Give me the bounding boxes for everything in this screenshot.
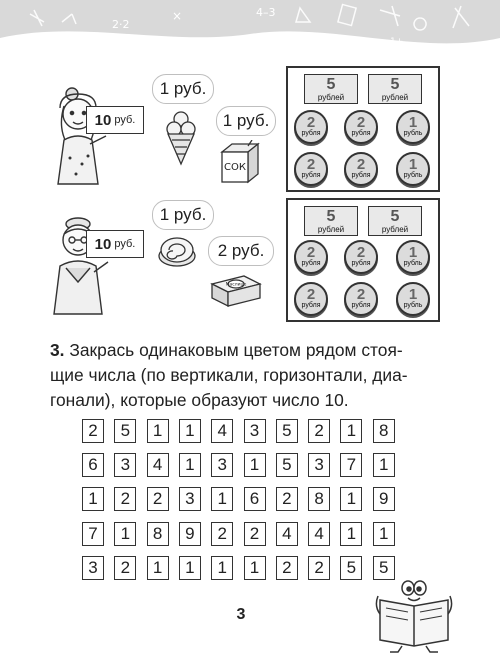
- grid-cell[interactable]: 4: [276, 522, 298, 546]
- grid-cell[interactable]: 2: [244, 522, 266, 546]
- grid-cell[interactable]: 1: [340, 419, 362, 443]
- one-ruble-coin: 1 рубль: [396, 152, 430, 186]
- grid-cell[interactable]: 1: [179, 453, 201, 477]
- header-wave-decoration: [0, 0, 500, 60]
- grid-cell[interactable]: 2: [147, 487, 169, 511]
- grid-cell[interactable]: 5: [276, 419, 298, 443]
- grandmother-illustration: [50, 210, 146, 330]
- grid-cell[interactable]: 3: [82, 556, 104, 580]
- grid-cell[interactable]: 6: [82, 453, 104, 477]
- grid-cell[interactable]: 1: [82, 487, 104, 511]
- svg-text:4–3: 4–3: [256, 6, 276, 19]
- two-ruble-coin: 2 рубля: [344, 152, 378, 186]
- task-line-2: щие числа (по вертикали, горизонтали, диа-: [50, 365, 408, 385]
- grid-cell[interactable]: 1: [147, 419, 169, 443]
- grid-cell[interactable]: 8: [308, 487, 330, 511]
- juice-box-icon: [218, 140, 262, 184]
- grid-cell[interactable]: 2: [308, 419, 330, 443]
- grid-cell[interactable]: 3: [211, 453, 233, 477]
- grid-cell[interactable]: 4: [211, 419, 233, 443]
- grid-cell[interactable]: 1: [244, 556, 266, 580]
- grid-cell[interactable]: 3: [179, 487, 201, 511]
- grid-cell[interactable]: 1: [211, 487, 233, 511]
- grid-cell[interactable]: 7: [82, 522, 104, 546]
- five-ruble-note: 5 рублей: [368, 74, 422, 104]
- wallet-row-2: [286, 198, 440, 322]
- grid-cell[interactable]: 1: [340, 522, 362, 546]
- grid-cell[interactable]: 6: [244, 487, 266, 511]
- grid-cell[interactable]: 1: [114, 522, 136, 546]
- grid-cell[interactable]: 1: [373, 453, 395, 477]
- five-ruble-note: 5 рублей: [368, 206, 422, 236]
- grid-cell[interactable]: 4: [147, 453, 169, 477]
- grid-cell[interactable]: 1: [179, 556, 201, 580]
- one-ruble-coin: 1 рубль: [396, 282, 430, 316]
- header-band: [0, 0, 500, 60]
- ten-ruble-note: [86, 230, 144, 258]
- grid-cell[interactable]: 8: [147, 522, 169, 546]
- grid-cell[interactable]: 1: [340, 487, 362, 511]
- grid-cell[interactable]: 1: [211, 556, 233, 580]
- five-ruble-note: 5 рублей: [304, 206, 358, 236]
- two-ruble-coin: 2 рубля: [344, 240, 378, 274]
- juice-box-label: СОК: [224, 162, 246, 173]
- grid-cell[interactable]: 2: [211, 522, 233, 546]
- two-ruble-coin: 2 рубля: [294, 282, 328, 316]
- price-bubble-butter: 2 руб.: [208, 236, 274, 266]
- grid-cell[interactable]: 3: [308, 453, 330, 477]
- shopping-row-2: [0, 198, 500, 318]
- grid-cell[interactable]: 8: [373, 419, 395, 443]
- grid-cell[interactable]: 5: [114, 419, 136, 443]
- grid-cell[interactable]: 4: [308, 522, 330, 546]
- price-bubble-juice: 1 руб.: [216, 106, 276, 136]
- butter-pack-label: Маслице: [225, 282, 247, 288]
- grid-cell[interactable]: 3: [244, 419, 266, 443]
- grid-cell[interactable]: 5: [340, 556, 362, 580]
- grid-cell[interactable]: 1: [179, 419, 201, 443]
- task-line-1: 3. Закрась одинаковым цветом рядом стоя-: [50, 340, 403, 360]
- shopping-row-1: [0, 62, 500, 182]
- two-ruble-coin: 2 рубля: [294, 152, 328, 186]
- svg-text:×: ×: [172, 9, 183, 23]
- task-number: 3.: [50, 340, 65, 360]
- girl-illustration: [50, 78, 146, 198]
- svg-text:1+: 1+: [390, 37, 404, 47]
- grid-cell[interactable]: 9: [373, 487, 395, 511]
- grid-cell[interactable]: 2: [276, 487, 298, 511]
- two-ruble-coin: 2 рубля: [344, 282, 378, 316]
- page-number: 3: [236, 606, 246, 623]
- grid-cell[interactable]: 7: [340, 453, 362, 477]
- butter-pack-icon: [210, 270, 262, 310]
- price-bubble-ice-cream: 1 руб.: [152, 74, 214, 104]
- one-ruble-coin: 1 рубль: [396, 110, 430, 144]
- book-mascot-illustration: [374, 574, 454, 654]
- one-ruble-coin: 1 рубль: [396, 240, 430, 274]
- wallet-row-1: [286, 66, 440, 192]
- ten-ruble-note: [86, 106, 144, 134]
- two-ruble-coin: 2 рубля: [344, 110, 378, 144]
- five-ruble-note: 5 рублей: [304, 74, 358, 104]
- task-3-instructions: [50, 338, 460, 413]
- grid-cell[interactable]: 5: [373, 556, 395, 580]
- grid-cell[interactable]: 2: [114, 487, 136, 511]
- grid-cell[interactable]: 3: [114, 453, 136, 477]
- task-line-3: гонали), которые образуют число 10.: [50, 390, 349, 410]
- grid-cell[interactable]: 2: [82, 419, 104, 443]
- note-unit: руб.: [114, 238, 136, 250]
- svg-text:2·2: 2·2: [112, 18, 130, 31]
- grid-cell[interactable]: 1: [373, 522, 395, 546]
- note-value: 10: [94, 235, 112, 253]
- note-value: 10: [94, 111, 112, 129]
- grid-cell[interactable]: 2: [276, 556, 298, 580]
- note-unit: руб.: [114, 114, 136, 126]
- price-bubble-bun: 1 руб.: [152, 200, 214, 230]
- grid-cell[interactable]: 1: [244, 453, 266, 477]
- two-ruble-coin: 2 рубля: [294, 110, 328, 144]
- grid-cell[interactable]: 2: [308, 556, 330, 580]
- grid-cell[interactable]: 5: [276, 453, 298, 477]
- ice-cream-icon: [164, 110, 198, 166]
- two-ruble-coin: 2 рубля: [294, 240, 328, 274]
- grid-cell[interactable]: 2: [114, 556, 136, 580]
- bun-icon: [156, 232, 198, 270]
- grid-cell[interactable]: 1: [147, 556, 169, 580]
- grid-cell[interactable]: 9: [179, 522, 201, 546]
